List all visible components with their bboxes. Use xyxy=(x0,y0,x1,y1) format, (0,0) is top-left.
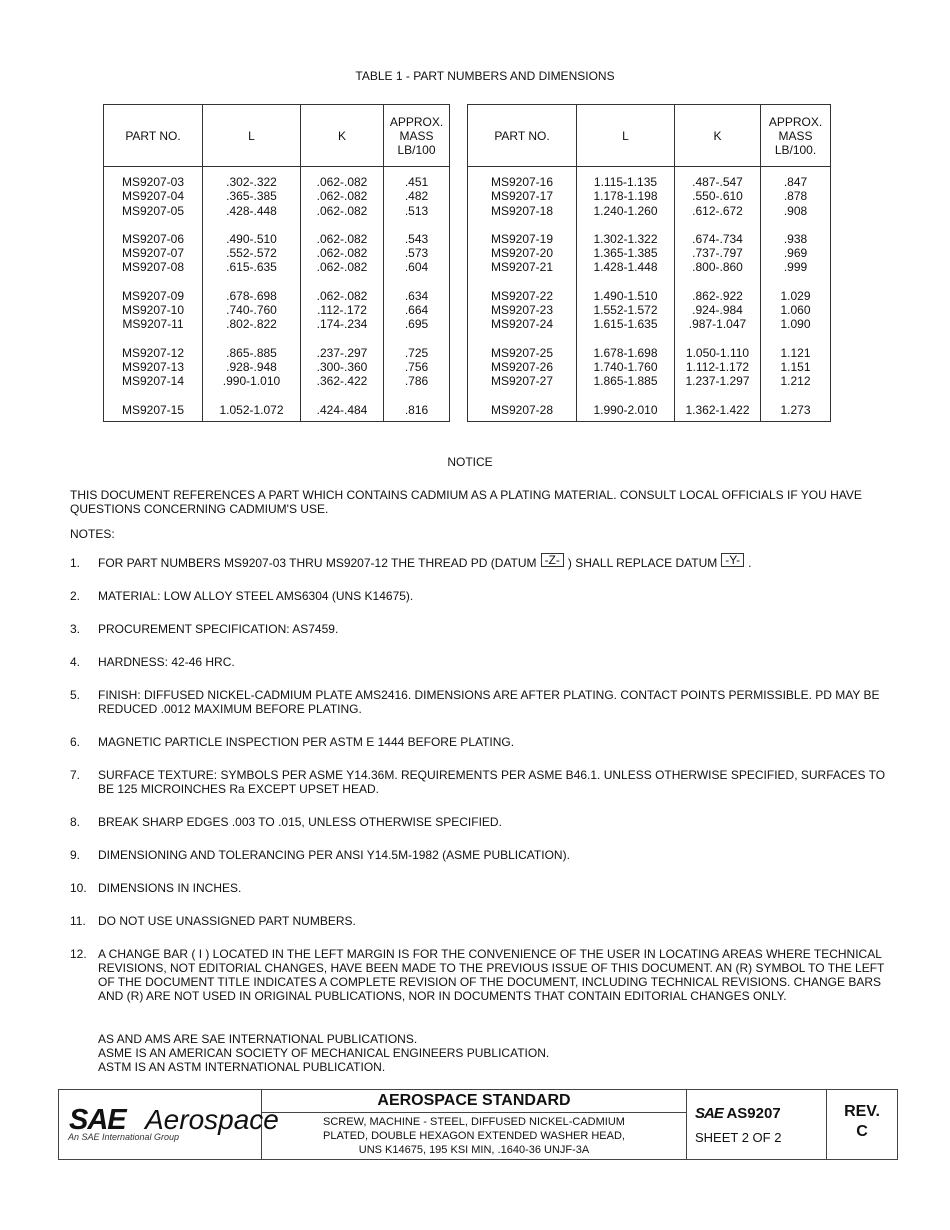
part-number-cell: MS9207-03 xyxy=(104,175,203,189)
k-cell: .424-.484 xyxy=(301,403,384,422)
k-cell: .062-.082 xyxy=(301,289,384,303)
header-k: K xyxy=(301,105,384,167)
k-cell: .674-.734 xyxy=(675,232,761,246)
mass-cell: 1.090 xyxy=(761,317,831,331)
l-cell: .490-.510 xyxy=(203,232,301,246)
title-block xyxy=(58,1089,898,1160)
mass-cell: .725 xyxy=(384,346,450,360)
part-number-cell: MS9207-09 xyxy=(104,289,203,303)
l-cell: 1.552-1.572 xyxy=(577,303,675,317)
part-number-cell: MS9207-06 xyxy=(104,232,203,246)
part-table-left xyxy=(103,104,450,422)
l-cell: 1.365-1.385 xyxy=(577,246,675,260)
sheet-number: SHEET 2 OF 2 xyxy=(695,1130,782,1145)
part-number-cell: MS9207-08 xyxy=(104,260,203,274)
part-number-cell: MS9207-05 xyxy=(104,204,203,218)
k-cell: .800-.860 xyxy=(675,260,761,274)
sae-aerospace-logo: SAE Aerospace An SAE International Group xyxy=(59,1090,262,1159)
k-cell: .237-.297 xyxy=(301,346,384,360)
l-cell: 1.865-1.885 xyxy=(577,374,675,388)
note-number: 2. xyxy=(70,589,81,603)
note-number: 11. xyxy=(70,914,86,928)
mass-cell: .482 xyxy=(384,189,450,203)
table-row xyxy=(468,260,831,274)
header-part-no: PART NO. xyxy=(468,105,577,167)
k-cell: .924-.984 xyxy=(675,303,761,317)
k-cell: .862-.922 xyxy=(675,289,761,303)
note-6: MAGNETIC PARTICLE INSPECTION PER ASTM E 1444 BEFORE PLATING. xyxy=(98,735,515,749)
l-cell: .428-.448 xyxy=(203,204,301,218)
note-number: 3. xyxy=(70,622,81,636)
part-number-cell: MS9207-15 xyxy=(104,403,203,422)
mass-cell: .451 xyxy=(384,175,450,189)
mass-cell: .604 xyxy=(384,260,450,274)
note-number: 1. xyxy=(70,556,81,570)
table-row xyxy=(468,175,831,189)
table-row xyxy=(468,317,831,331)
standard-title-cell xyxy=(262,1090,687,1159)
k-cell: .174-.234 xyxy=(301,317,384,331)
revision-value: C xyxy=(856,1123,868,1140)
table-body xyxy=(468,167,831,422)
revision-label: REV. xyxy=(844,1103,880,1120)
l-cell: 1.990-2.010 xyxy=(577,403,675,422)
table-title: TABLE 1 - PART NUMBERS AND DIMENSIONS xyxy=(355,69,615,83)
mass-cell: .969 xyxy=(761,246,831,260)
k-cell: .062-.082 xyxy=(301,246,384,260)
table-row xyxy=(104,360,450,374)
l-cell: .802-.822 xyxy=(203,317,301,331)
standard-heading: AEROSPACE STANDARD xyxy=(262,1090,686,1113)
k-cell: .062-.082 xyxy=(301,232,384,246)
k-cell: .062-.082 xyxy=(301,260,384,274)
table-row xyxy=(104,289,450,303)
k-cell: .112-.172 xyxy=(301,303,384,317)
k-cell: 1.112-1.172 xyxy=(675,360,761,374)
table-row xyxy=(468,232,831,246)
l-cell: 1.302-1.322 xyxy=(577,232,675,246)
header-l: L xyxy=(203,105,301,167)
mass-cell: .695 xyxy=(384,317,450,331)
l-cell: 1.428-1.448 xyxy=(577,260,675,274)
l-cell: .678-.698 xyxy=(203,289,301,303)
mass-cell: .634 xyxy=(384,289,450,303)
l-cell: 1.490-1.510 xyxy=(577,289,675,303)
note-4: HARDNESS: 42-46 HRC. xyxy=(98,655,235,669)
l-cell: .552-.572 xyxy=(203,246,301,260)
table-row xyxy=(104,303,450,317)
part-number-cell: MS9207-18 xyxy=(468,204,577,218)
part-number-cell: MS9207-21 xyxy=(468,260,577,274)
part-number-cell: MS9207-04 xyxy=(104,189,203,203)
notice-title: NOTICE xyxy=(447,455,493,469)
mass-cell: .664 xyxy=(384,303,450,317)
mass-cell: 1.060 xyxy=(761,303,831,317)
note-1: FOR PART NUMBERS MS9207-03 THRU MS9207-12 THE THREAD PD (DATUM -Z- ) SHALL REPLACE DATUM -Y- . xyxy=(98,553,752,570)
table-row xyxy=(104,204,450,218)
part-number-cell: MS9207-25 xyxy=(468,346,577,360)
datum-y-box: -Y- xyxy=(721,553,744,567)
table-row xyxy=(104,246,450,260)
note-number: 10. xyxy=(70,881,87,895)
k-cell: .062-.082 xyxy=(301,175,384,189)
part-number-cell: MS9207-24 xyxy=(468,317,577,331)
l-cell: 1.052-1.072 xyxy=(203,403,301,422)
note-12: A CHANGE BAR ( I ) LOCATED IN THE LEFT MARGIN IS FOR THE CONVENIENCE OF THE USER IN LOCATING AREAS WHERE TECHNICAL REVISIONS, NOT EDITORIAL CHANGES, HAVE BEEN MADE TO THE PREVIOUS ISSUE OF THIS DOCUMENT. AN (R) SYMBOL TO THE LEFT OF THE DOCUMENT TITLE INDICATES A COMPLETE REVISION OF THE DOCUMENT, INCLUDING TECHNICAL REVISIONS. CHANGE BARS AND (R) ARE NOT USED IN ORIGINAL PUBLICATIONS, NOR IN DOCUMENTS THAT CONTAIN EDITORIAL CHANGES ONLY. xyxy=(98,947,885,1003)
table-row xyxy=(468,403,831,422)
part-number-cell: MS9207-28 xyxy=(468,403,577,422)
table-row xyxy=(468,189,831,203)
table-row xyxy=(468,346,831,360)
mass-cell: .999 xyxy=(761,260,831,274)
k-cell: 1.050-1.110 xyxy=(675,346,761,360)
table-body xyxy=(104,167,450,422)
k-cell: .550-.610 xyxy=(675,189,761,203)
note-9: DIMENSIONING AND TOLERANCING PER ANSI Y14.5M-1982 (ASME PUBLICATION). xyxy=(98,848,570,862)
mass-cell: .756 xyxy=(384,360,450,374)
l-cell: 1.678-1.698 xyxy=(577,346,675,360)
mass-cell: .816 xyxy=(384,403,450,422)
l-cell: 1.178-1.198 xyxy=(577,189,675,203)
note-7: SURFACE TEXTURE: SYMBOLS PER ASME Y14.36M. REQUIREMENTS PER ASME B46.1. UNLESS OTHERWISE SPECIFIED, SURFACES TO BE 125 MICROINCHES Ra EXCEPT UPSET HEAD. xyxy=(98,768,886,796)
part-number-cell: MS9207-27 xyxy=(468,374,577,388)
table-row xyxy=(104,374,450,388)
mass-cell: 1.212 xyxy=(761,374,831,388)
k-cell: 1.362-1.422 xyxy=(675,403,761,422)
part-number-cell: MS9207-22 xyxy=(468,289,577,303)
note-5: FINISH: DIFFUSED NICKEL-CADMIUM PLATE AMS2416. DIMENSIONS ARE AFTER PLATING. CONTACT POINTS PERMISSIBLE. PD MAY BE REDUCED .0012 MAXIMUM BEFORE PLATING. xyxy=(98,688,880,716)
l-cell: 1.615-1.635 xyxy=(577,317,675,331)
table-row xyxy=(104,175,450,189)
k-cell: .362-.422 xyxy=(301,374,384,388)
header-part-no: PART NO. xyxy=(104,105,203,167)
note-8: BREAK SHARP EDGES .003 TO .015, UNLESS OTHERWISE SPECIFIED. xyxy=(98,815,502,829)
datum-z-box: -Z- xyxy=(541,553,564,567)
mass-cell: 1.273 xyxy=(761,403,831,422)
table-row xyxy=(104,260,450,274)
note-3: PROCUREMENT SPECIFICATION: AS7459. xyxy=(98,622,339,636)
l-cell: .928-.948 xyxy=(203,360,301,374)
note-number: 5. xyxy=(70,688,81,702)
k-cell: 1.237-1.297 xyxy=(675,374,761,388)
part-number-cell: MS9207-13 xyxy=(104,360,203,374)
header-l: L xyxy=(577,105,675,167)
k-cell: .737-.797 xyxy=(675,246,761,260)
mass-cell: .573 xyxy=(384,246,450,260)
note-number: 8. xyxy=(70,815,81,829)
mass-cell: .938 xyxy=(761,232,831,246)
document-number: SAE AS9207 xyxy=(695,1105,781,1122)
note-number: 6. xyxy=(70,735,81,749)
part-number-cell: MS9207-17 xyxy=(468,189,577,203)
mass-cell: .543 xyxy=(384,232,450,246)
part-number-cell: MS9207-20 xyxy=(468,246,577,260)
table-row xyxy=(468,204,831,218)
publications: AS AND AMS ARE SAE INTERNATIONAL PUBLICATIONS. ASME IS AN AMERICAN SOCIETY OF MECHANICAL ENGINEERS PUBLICATION. ASTM IS AN ASTM INTERNATIONAL PUBLICATION. xyxy=(98,1032,550,1074)
part-number-cell: MS9207-12 xyxy=(104,346,203,360)
table-row xyxy=(468,360,831,374)
table-row xyxy=(468,303,831,317)
part-number-cell: MS9207-11 xyxy=(104,317,203,331)
l-cell: .302-.322 xyxy=(203,175,301,189)
note-number: 9. xyxy=(70,848,81,862)
note-2: MATERIAL: LOW ALLOY STEEL AMS6304 (UNS K14675). xyxy=(98,589,414,603)
l-cell: .365-.385 xyxy=(203,189,301,203)
k-cell: .987-1.047 xyxy=(675,317,761,331)
part-number-cell: MS9207-26 xyxy=(468,360,577,374)
l-cell: 1.240-1.260 xyxy=(577,204,675,218)
standard-description: SCREW, MACHINE - STEEL, DIFFUSED NICKEL-CADMIUM PLATED, DOUBLE HEXAGON EXTENDED WASHER HEAD, UNS K14675, 195 KSI MIN, .1640-36 UNJF-3A xyxy=(323,1116,625,1156)
note-number: 12. xyxy=(70,947,87,961)
sae-logo: SAE xyxy=(695,1105,723,1122)
part-table-right xyxy=(467,104,831,422)
part-number-cell: MS9207-07 xyxy=(104,246,203,260)
table-row xyxy=(104,346,450,360)
note-11: DO NOT USE UNASSIGNED PART NUMBERS. xyxy=(98,914,356,928)
header-mass: APPROX. MASS LB/100. xyxy=(761,105,831,167)
l-cell: 1.740-1.760 xyxy=(577,360,675,374)
note-number: 7. xyxy=(70,768,81,782)
l-cell: .615-.635 xyxy=(203,260,301,274)
k-cell: .487-.547 xyxy=(675,175,761,189)
document-number-cell xyxy=(687,1090,827,1159)
part-number-cell: MS9207-19 xyxy=(468,232,577,246)
note-number: 4. xyxy=(70,655,81,669)
table-row xyxy=(468,246,831,260)
l-cell: .990-1.010 xyxy=(203,374,301,388)
header-mass: APPROX. MASS LB/100 xyxy=(384,105,450,167)
table-row xyxy=(104,189,450,203)
mass-cell: .786 xyxy=(384,374,450,388)
k-cell: .300-.360 xyxy=(301,360,384,374)
mass-cell: .847 xyxy=(761,175,831,189)
table-row xyxy=(468,289,831,303)
part-number-cell: MS9207-23 xyxy=(468,303,577,317)
mass-cell: .908 xyxy=(761,204,831,218)
l-cell: .740-.760 xyxy=(203,303,301,317)
table-row xyxy=(104,317,450,331)
k-cell: .612-.672 xyxy=(675,204,761,218)
k-cell: .062-.082 xyxy=(301,189,384,203)
mass-cell: 1.029 xyxy=(761,289,831,303)
table-row xyxy=(468,374,831,388)
revision-cell xyxy=(827,1090,897,1159)
mass-cell: .513 xyxy=(384,204,450,218)
note-10: DIMENSIONS IN INCHES. xyxy=(98,881,242,895)
mass-cell: 1.121 xyxy=(761,346,831,360)
l-cell: .865-.885 xyxy=(203,346,301,360)
l-cell: 1.115-1.135 xyxy=(577,175,675,189)
part-number-cell: MS9207-14 xyxy=(104,374,203,388)
k-cell: .062-.082 xyxy=(301,204,384,218)
part-number-cell: MS9207-16 xyxy=(468,175,577,189)
notice-text: THIS DOCUMENT REFERENCES A PART WHICH CONTAINS CADMIUM AS A PLATING MATERIAL. CONSULT LOCAL OFFICIALS IF YOU HAVE QUESTIONS CONCERNING CADMIUM'S USE. xyxy=(70,488,862,516)
notes-label: NOTES: xyxy=(70,527,115,541)
table-row xyxy=(104,403,450,422)
part-number-cell: MS9207-10 xyxy=(104,303,203,317)
header-k: K xyxy=(675,105,761,167)
table-row xyxy=(104,232,450,246)
mass-cell: .878 xyxy=(761,189,831,203)
mass-cell: 1.151 xyxy=(761,360,831,374)
